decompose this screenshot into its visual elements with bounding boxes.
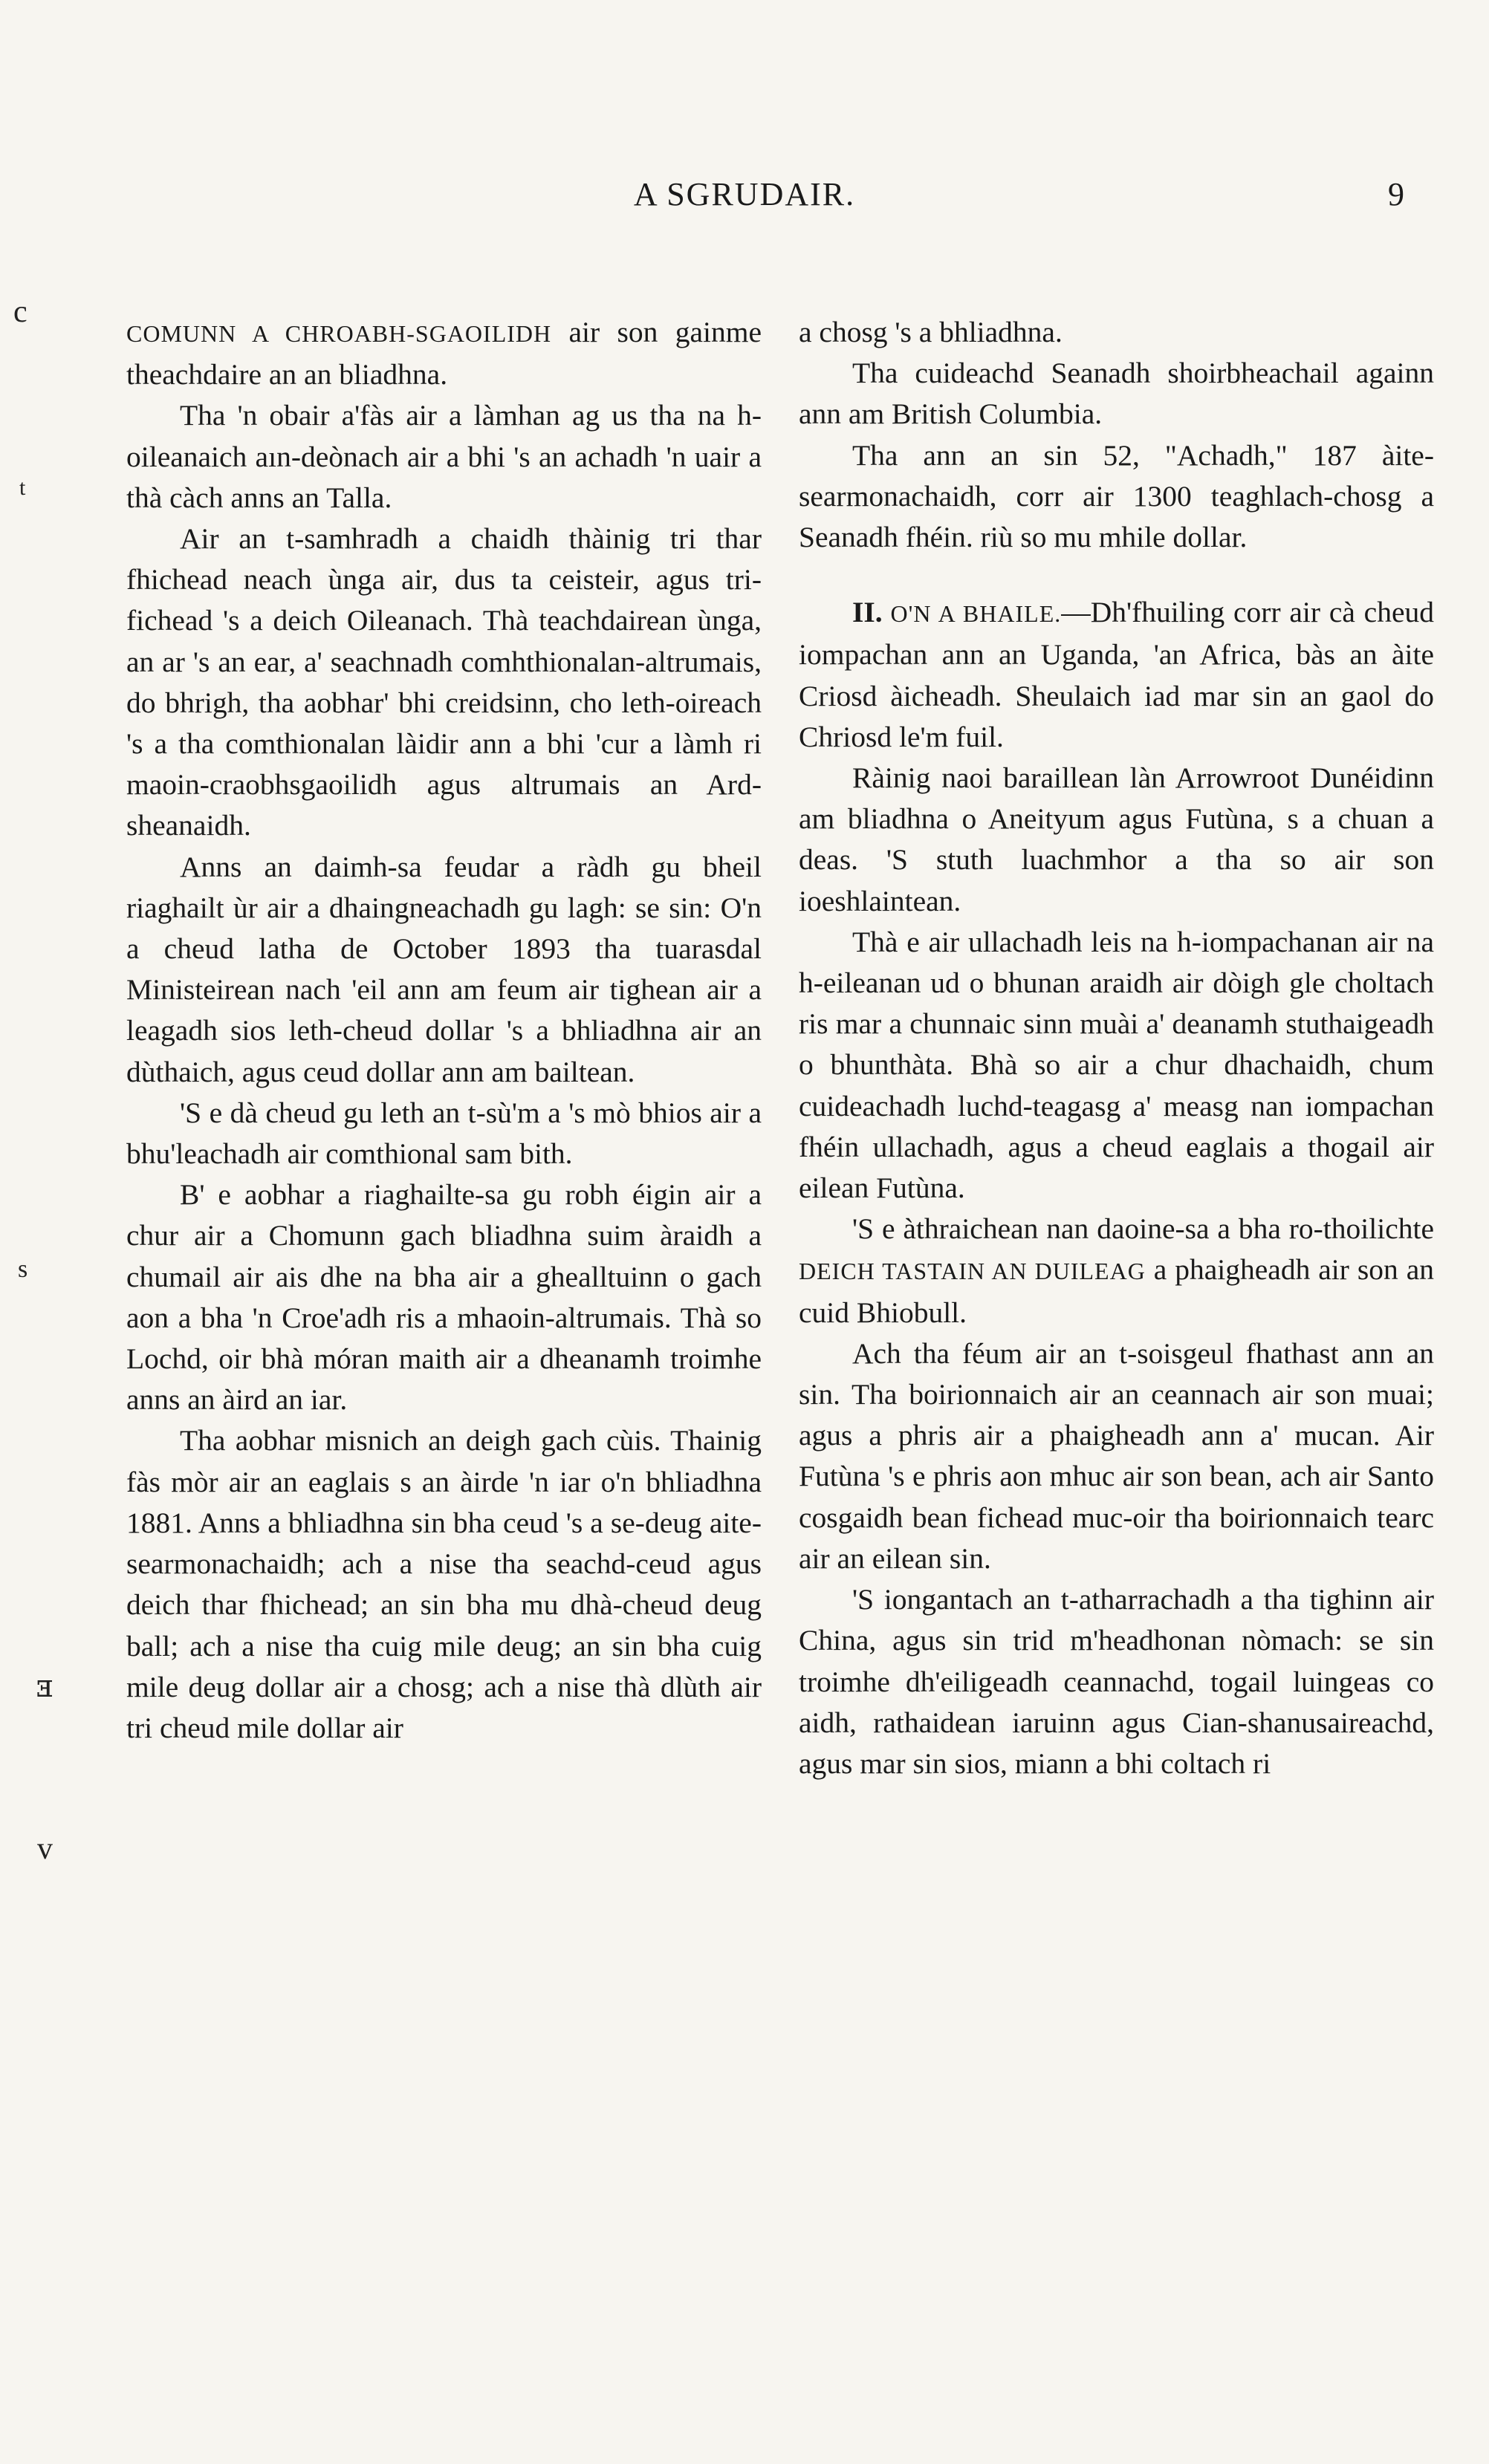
- margin-mark: t: [19, 475, 26, 500]
- section-numeral: II.: [852, 596, 883, 629]
- section-title: O'N A BHAILE.: [882, 600, 1062, 628]
- paragraph: Ràinig naoi baraillean làn Arrowroot Dunéidinn am bliadhna o Aneityum agus Futùna, s a chuan a deas. 'S stuth luachmhor a tha so air son ioeshlaintean.: [799, 761, 1434, 917]
- margin-mark: ⱻ: [36, 1670, 53, 1704]
- paragraph: 'S e àthraichean nan daoine-sa a bha ro-thoilichte DEICH TASTAIN AN DUILEAG a phaigheadh air son an cuid Bhiobull.: [799, 1212, 1434, 1329]
- paragraph: a chosg 's a bhliadhna.: [799, 316, 1063, 348]
- paragraph: Ach tha féum air an t-soisgeul fhathast ann an sin. Tha boirionnaich air an ceannach air son muai; agus a phris air a phaigheadh ann a' mucan. Air Futùna 's e phris aon mhuc air son bean, ach air Santo cosgaidh bean fichead muc-oir tha boirionnaich tearc air an eilean sin.: [799, 1336, 1434, 1575]
- running-title: A SGRUDAIR.: [633, 176, 856, 212]
- society-name: COMUNN A CHROABH-SGAOILIDH: [126, 320, 552, 347]
- paragraph: COMUNN A CHROABH-SGAOILIDH air son gainme theachdaire an an bliadhna.: [126, 316, 762, 391]
- paragraph: Anns an daimh-sa feudar a ràdh gu bheil riaghailt ùr air a dhaingneachadh gu lagh: se sin: O'n a cheud latha de October 1893 tha tuarasdal Ministeirean nach 'eil ann am feum air tighean air a leagadh sios leth-cheud dollar 's a bhliadhna air an dùthaich, agus ceud dollar ann am bailtean.: [126, 850, 762, 1088]
- paragraph: Tha aobhar misnich an deigh gach cùis. Thainig fàs mòr air an eaglais s an àirde 'n iar o'n bhliadhna 1881. Anns a bhliadhna sin bha ceud 's a se-deug aite-searmonachaidh; ach a nise tha seachd-ceud agus deich thar fhichead; an sin bha mu dhà-cheud deug ball; ach a nise tha cuig mile deug; an sin bha cuig mile deug dollar air a chosg; ach a nise thà dlùth air tri cheud mile dollar air: [126, 1424, 762, 1744]
- margin-mark: s: [18, 1255, 28, 1283]
- margin-mark: v: [37, 1832, 53, 1866]
- paragraph: 'S iongantach an t-atharrachadh a tha tighinn air China, agus sin trid m'headhonan nòmach: se sin troimhe dh'eiligeadh ceannachd, togail luingeas co aidh, rathaidean iaruinn agus Cian-shanusaireachd, agus mar sin sios, miann a bhi coltach ri: [799, 1583, 1434, 1780]
- paragraph: Tha ann an sin 52, "Achadh," 187 àite-searmonachaidh, corr air 1300 teaghlach-chosg a Seanadh fhéin. riù so mu mhile dollar.: [799, 438, 1434, 554]
- paragraph: Air an t-samhradh a chaidh thàinig tri thar fhichead neach ùnga air, dus ta ceisteir, agus tri-fichead 's a deich Oileanach. Thà teachdairean ùnga, an ar 's an ear, a' seachnadh comhthionalan-altrumais, do bhrigh, tha aobhar' bhi creidsinn, cho leth-oireach 's a tha comthionalan làidir ann a bhi 'cur a làmh ri maoin-craobhsgaoilidh agus altrumais an Ard-sheanaidh.: [126, 522, 762, 842]
- section-heading-paragraph: II. O'N A BHAILE.—Dh'fhuiling corr air cà cheud iompachan ann an Uganda, 'an Africa, bàs an àite Criosd àicheadh. Sheulaich iad mar sin an gaol do Chriosd le'm fuil.: [799, 596, 1434, 753]
- paragraph: Tha 'n obair a'fàs air a làmhan ag us tha na h-oileanaich aın-deònach air a bhi 's an achadh 'n uair a thà càch anns an Talla.: [126, 399, 762, 514]
- paragraph: Thà e air ullachadh leis na h-iompachanan air na h-eileanan ud o bhunan araidh air dòigh gle choltach ris mar a chunnaic sinn muài a' deanamh stuthaigeadh o bhunthàta. Bhà so air a chur dhachaidh, chum cuideachadh luchd-teagasg a' measg nan iompachan fhéin ullachadh, agus a cheud eaglais a thogail air eilean Futùna.: [799, 925, 1434, 1205]
- page-number: 9: [1388, 176, 1404, 212]
- paragraph: B' e aobhar a riaghailte-sa gu robh éigin air a chur air a Chomunn gach bliadhna suim àraidh a chumail air ais dhe na bha air a ghealltuinn o gach aon a bha 'n Croe'adh ris a mhaoin-altrumais. Thà so Lochd, oir bhà móran maith air a dheanamh troimhe anns an àird an iar.: [126, 1178, 762, 1417]
- margin-mark: c: [13, 295, 27, 329]
- paragraph: Tha cuideachd Seanadh shoirbheachail againn ann am British Columbia.: [799, 357, 1434, 431]
- paragraph: 'S e dà cheud gu leth an t-sù'm a 's mò bhios air a bhu'leachadh air comthional sam bith.: [126, 1096, 762, 1171]
- right-column: [799, 312, 1434, 1784]
- price-emphasis: DEICH TASTAIN AN DUILEAG: [799, 1258, 1146, 1285]
- left-column: [126, 312, 762, 1749]
